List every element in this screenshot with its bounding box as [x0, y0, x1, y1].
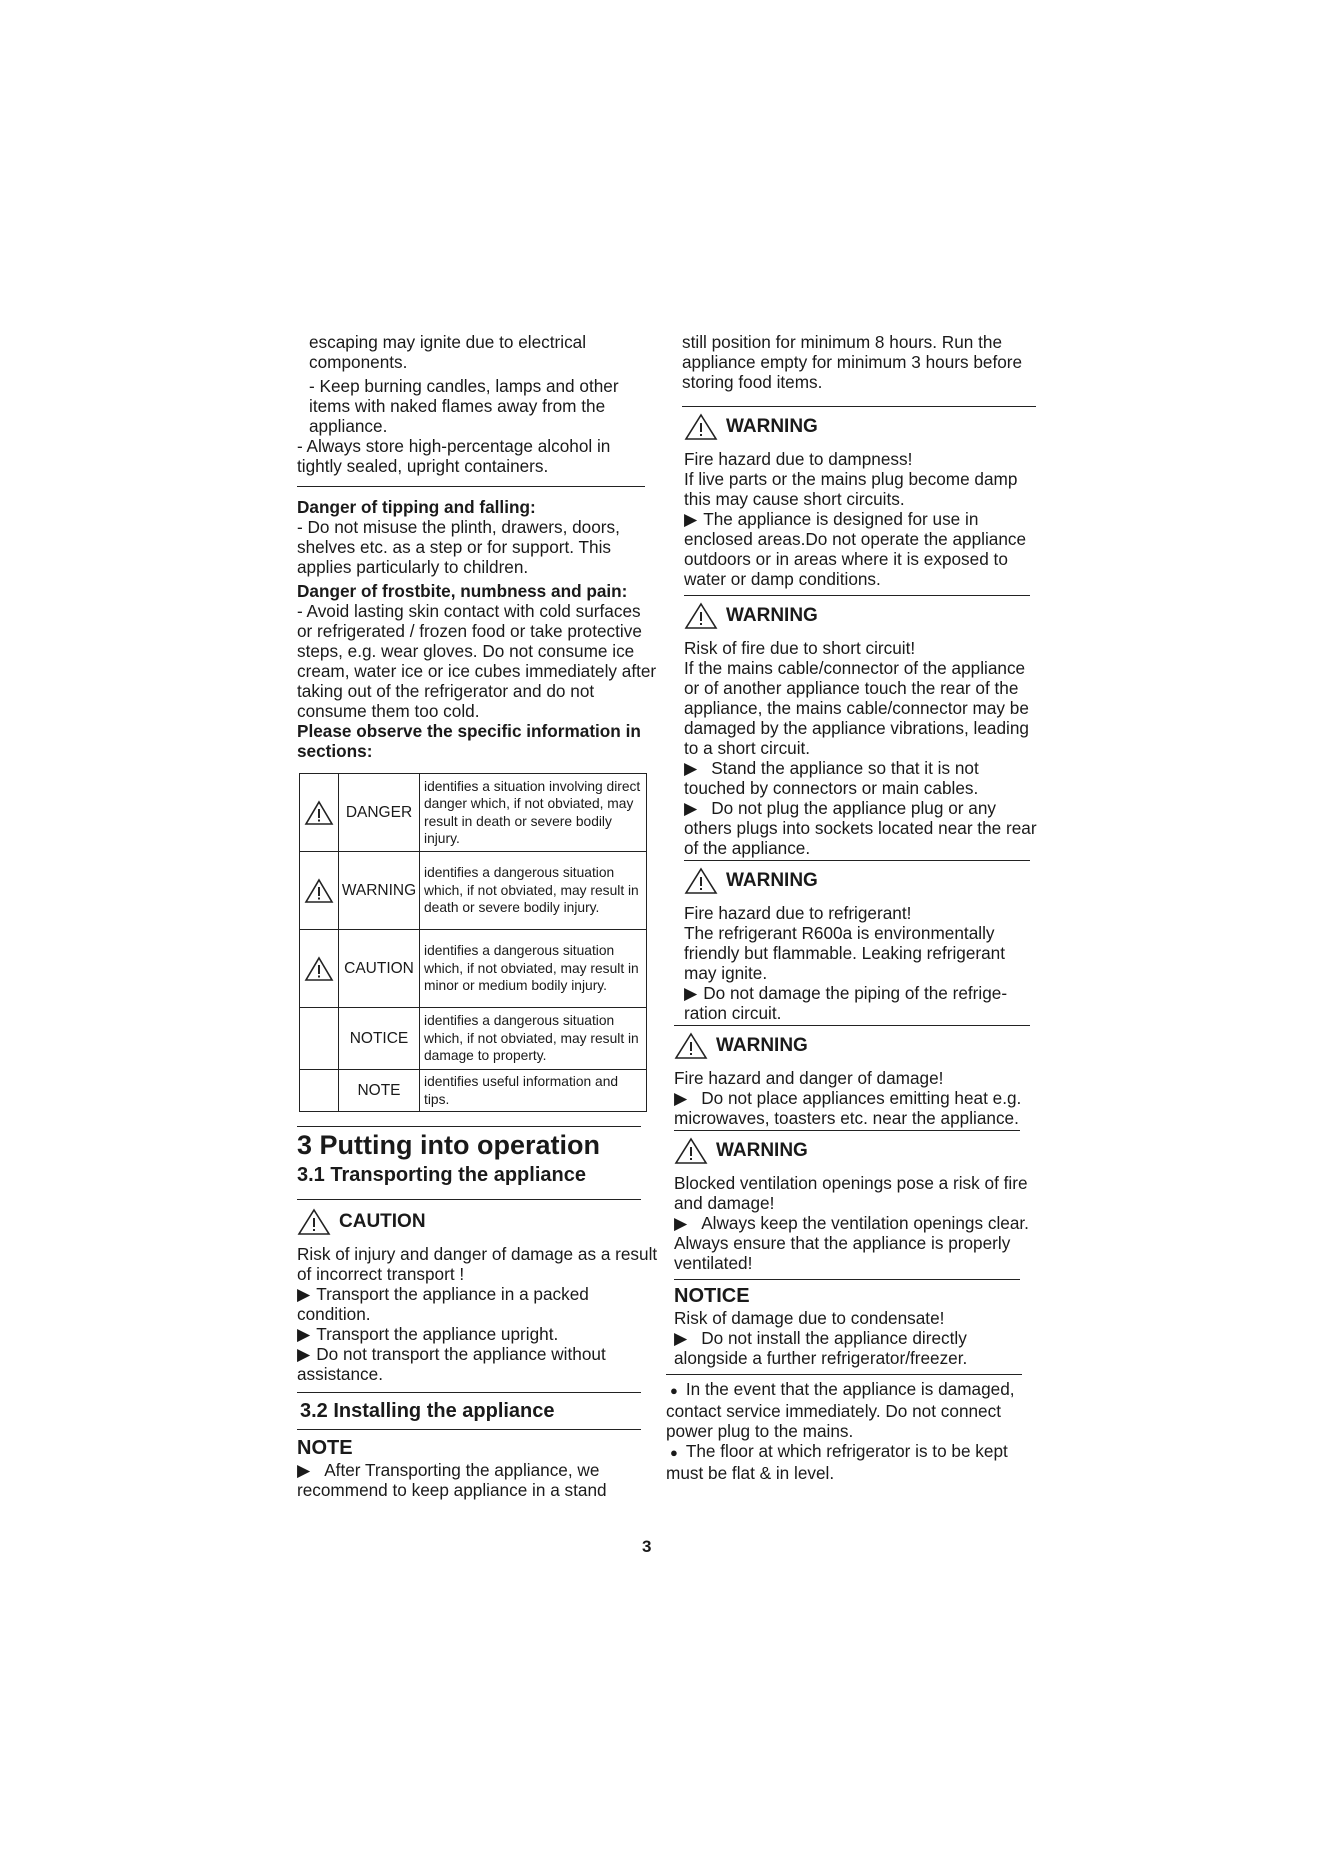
paragraph: escaping may ignite due to electrical components. — [309, 332, 587, 372]
action-item: ▶ Transport the appliance upright. — [297, 1324, 559, 1344]
arrow-icon: ▶ — [684, 798, 698, 818]
warning-title: Fire hazard due to dampness! — [684, 449, 913, 469]
table-row — [300, 852, 647, 930]
divider — [297, 1199, 641, 1200]
action-item: ▶ After Transporting the appliance, we recommend to keep appliance in a stand — [297, 1460, 607, 1500]
divider — [297, 1392, 641, 1393]
warning-block — [666, 600, 1042, 858]
warning-title: Fire hazard and danger of damage! — [674, 1068, 944, 1088]
action-item: ▶ Transport the appliance in a packed condition. — [297, 1284, 589, 1324]
divider — [674, 1279, 1020, 1280]
arrow-icon: ▶ — [684, 758, 698, 778]
divider — [674, 1025, 1030, 1026]
warning-title: Fire hazard due to refrigerant! — [684, 903, 912, 923]
paragraph: - Keep burning candles, lamps and other items with naked flames away from the appliance. — [309, 376, 619, 436]
signal-description: identifies a situation involving direct danger which, if not obviated, may result in death or severe bodily injury. — [420, 774, 647, 852]
bullet-icon: ● — [670, 1383, 678, 1398]
table-row — [300, 1008, 647, 1070]
warning-label: WARNING — [716, 1140, 808, 1161]
action-item: ▶ Always keep the ventilation openings clear. Always ensure that the appliance is properly ventilated! — [674, 1213, 1029, 1273]
signal-label: CAUTION — [339, 930, 420, 1008]
signal-description: identifies a dangerous situation which, if not obviated, may result in death or severe bodily injury. — [420, 852, 647, 930]
list-item: ● In the event that the appliance is damaged, contact service immediately. Do not connect power plug to the mains. — [666, 1379, 1015, 1441]
action-item: ▶ The appliance is designed for use in enclosed areas.Do not operate the appliance outdoors or in areas where it is exposed to water or damp conditions. — [684, 509, 1027, 589]
arrow-icon: ▶ — [674, 1088, 688, 1108]
warning-header — [674, 1135, 1042, 1167]
notice-label: NOTICE — [674, 1285, 750, 1307]
section-heading: Danger of tipping and falling: — [297, 497, 536, 517]
divider — [297, 486, 645, 487]
warning-header — [684, 411, 1042, 443]
warning-triangle-icon — [297, 1208, 331, 1236]
arrow-icon: ▶ — [684, 509, 698, 529]
action-item: ▶ Stand the appliance so that it is not touched by connectors or main cables. — [684, 758, 979, 798]
subsection-title: 3.2 Installing the appliance — [300, 1400, 555, 1422]
bullet-icon: ● — [670, 1445, 678, 1460]
warning-title: Risk of fire due to short circuit! — [684, 638, 916, 658]
warning-title: Blocked ventilation openings pose a risk of fire and damage! — [674, 1173, 1028, 1213]
warning-triangle-icon — [674, 1032, 708, 1060]
warning-header — [674, 1030, 1042, 1062]
paragraph: - Avoid lasting skin contact with cold surfaces or refrigerated / frozen food or take protective steps, e.g. wear gloves. Do not consume ice cream, water ice or ice cubes immediately after taking out of the refrigerator and do not consume them too cold. — [297, 601, 657, 721]
warning-label: WARNING — [726, 416, 818, 437]
action-item: ▶ Do not transport the appliance without assistance. — [297, 1344, 606, 1384]
right-column — [666, 332, 1042, 1483]
paragraph: - Do not misuse the plinth, drawers, doors, shelves etc. as a step or for support. This applies particularly to children. — [297, 517, 620, 577]
divider — [674, 1130, 1020, 1131]
arrow-icon: ▶ — [297, 1324, 311, 1344]
divider — [684, 860, 1030, 861]
table-row — [300, 774, 647, 852]
note-label: NOTE — [297, 1437, 353, 1459]
warning-triangle-icon — [684, 867, 718, 895]
warning-block — [666, 411, 1042, 589]
action-item: ▶ Do not place appliances emitting heat e.g. microwaves, toasters etc. near the appliance. — [674, 1088, 1022, 1128]
notice-block — [666, 1284, 1042, 1368]
paragraph: still position for minimum 8 hours. Run the appliance empty for minimum 3 hours before storing food items. — [682, 332, 1023, 392]
warning-header — [684, 600, 1042, 632]
signal-description: identifies useful information and tips. — [420, 1070, 647, 1112]
page-number: 3 — [642, 1537, 652, 1556]
action-item: ▶ Do not plug the appliance plug or any others plugs into sockets located near the rear of the appliance. — [684, 798, 1037, 858]
divider — [666, 1374, 1022, 1375]
action-item: ▶ Do not install the appliance directly alongside a further refrigerator/freezer. — [674, 1328, 968, 1368]
paragraph: If the mains cable/connector of the appliance or of another appliance touch the rear of the appliance, the mains cable/connector may be damaged by the appliance vibrations, leading to a short circuit. — [684, 658, 1029, 758]
arrow-icon: ▶ — [674, 1213, 688, 1233]
warning-triangle-icon — [674, 1137, 708, 1165]
divider — [682, 406, 1036, 407]
caution-header — [297, 1206, 660, 1238]
warning-label: WARNING — [726, 870, 818, 891]
arrow-icon: ▶ — [297, 1460, 311, 1480]
signal-description: identifies a dangerous situation which, if not obviated, may result in minor or medium bodily injury. — [420, 930, 647, 1008]
arrow-icon: ▶ — [684, 983, 698, 1003]
paragraph: If live parts or the mains plug become damp this may cause short circuits. — [684, 469, 1018, 509]
signal-label: DANGER — [339, 774, 420, 852]
section-title: 3 Putting into operation — [297, 1130, 600, 1160]
warning-label: WARNING — [716, 1035, 808, 1056]
paragraph: Risk of injury and danger of damage as a result of incorrect transport ! — [297, 1244, 658, 1284]
warning-block — [666, 865, 1042, 1023]
action-item: ▶ Do not damage the piping of the refrige-ration circuit. — [684, 983, 1008, 1023]
subsection-title: 3.1 Transporting the appliance — [297, 1164, 586, 1186]
table-row — [300, 930, 647, 1008]
paragraph: - Always store high-percentage alcohol in tightly sealed, upright containers. — [297, 436, 611, 476]
divider — [297, 1126, 641, 1127]
signal-word-table — [299, 773, 647, 1112]
caution-label: CAUTION — [339, 1211, 426, 1232]
signal-description: identifies a dangerous situation which, if not obviated, may result in damage to property. — [420, 1008, 647, 1070]
section-heading: Please observe the specific information in sections: — [297, 721, 641, 761]
warning-block — [666, 1030, 1042, 1128]
signal-label: NOTICE — [339, 1008, 420, 1070]
signal-label: NOTE — [339, 1070, 420, 1112]
warning-triangle-icon — [300, 852, 339, 930]
left-column — [297, 332, 660, 1500]
notice-title: Risk of damage due to condensate! — [674, 1308, 945, 1328]
warning-header — [684, 865, 1042, 897]
warning-triangle-icon — [684, 413, 718, 441]
divider — [297, 1429, 641, 1430]
section-heading: Danger of frostbite, numbness and pain: — [297, 581, 628, 601]
arrow-icon: ▶ — [674, 1328, 688, 1348]
warning-block — [666, 1135, 1042, 1273]
warning-triangle-icon — [684, 602, 718, 630]
list-item: ● The floor at which refrigerator is to be kept must be flat & in level. — [666, 1441, 1008, 1483]
warning-triangle-icon — [300, 774, 339, 852]
arrow-icon: ▶ — [297, 1284, 311, 1304]
divider — [684, 595, 1030, 596]
warning-label: WARNING — [726, 605, 818, 626]
table-row — [300, 1070, 647, 1112]
arrow-icon: ▶ — [297, 1344, 311, 1364]
paragraph: The refrigerant R600a is environmentally friendly but flammable. Leaking refrigerant may ignite. — [684, 923, 1005, 983]
signal-label: WARNING — [339, 852, 420, 930]
warning-triangle-icon — [300, 930, 339, 1008]
